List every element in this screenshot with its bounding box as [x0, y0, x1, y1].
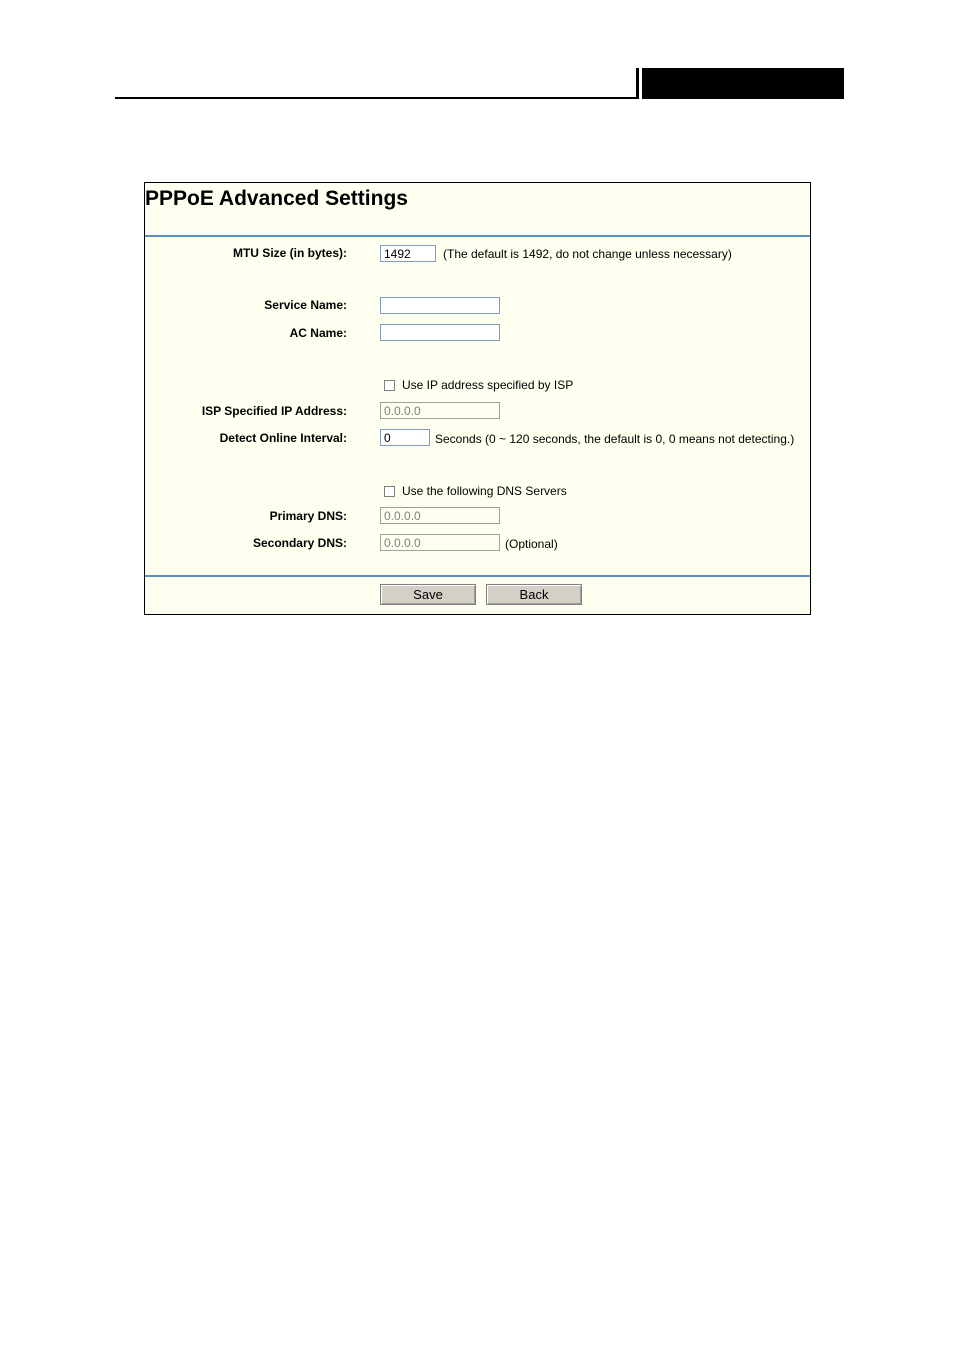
mtu-size-label: MTU Size (in bytes):: [232, 246, 347, 260]
service-name-label: Service Name:: [264, 298, 347, 312]
use-dns-checkbox[interactable]: [384, 486, 395, 497]
page-header-block: [636, 68, 844, 99]
secondary-dns-input[interactable]: [380, 534, 500, 551]
primary-dns-input[interactable]: [380, 507, 500, 524]
panel-title: PPPoE Advanced Settings: [145, 187, 408, 210]
bottom-separator: [145, 575, 810, 577]
detect-interval-label: Detect Online Interval:: [219, 431, 347, 445]
use-isp-ip-checkbox[interactable]: [384, 380, 395, 391]
back-button[interactable]: Back: [486, 584, 582, 605]
pppoe-advanced-settings-panel: [144, 182, 811, 615]
mtu-size-input[interactable]: [380, 245, 436, 262]
isp-ip-input[interactable]: [380, 402, 500, 419]
use-isp-ip-label: Use IP address specified by ISP: [402, 378, 574, 392]
secondary-dns-label: Secondary DNS:: [252, 536, 347, 550]
page-header-block-gap: [639, 68, 642, 99]
use-dns-label: Use the following DNS Servers: [402, 484, 567, 498]
detect-interval-input[interactable]: [380, 429, 430, 446]
secondary-dns-hint: (Optional): [505, 537, 558, 551]
isp-ip-label: ISP Specified IP Address:: [201, 404, 347, 418]
ac-name-input[interactable]: [380, 324, 500, 341]
save-button[interactable]: Save: [380, 584, 476, 605]
service-name-input[interactable]: [380, 297, 500, 314]
top-separator: [145, 235, 810, 237]
ac-name-label: AC Name:: [289, 326, 347, 340]
mtu-size-hint: (The default is 1492, do not change unless necessary): [443, 247, 732, 261]
primary-dns-label: Primary DNS:: [269, 509, 347, 523]
detect-interval-hint: Seconds (0 ~ 120 seconds, the default is 0, 0 means not detecting.): [435, 432, 795, 446]
